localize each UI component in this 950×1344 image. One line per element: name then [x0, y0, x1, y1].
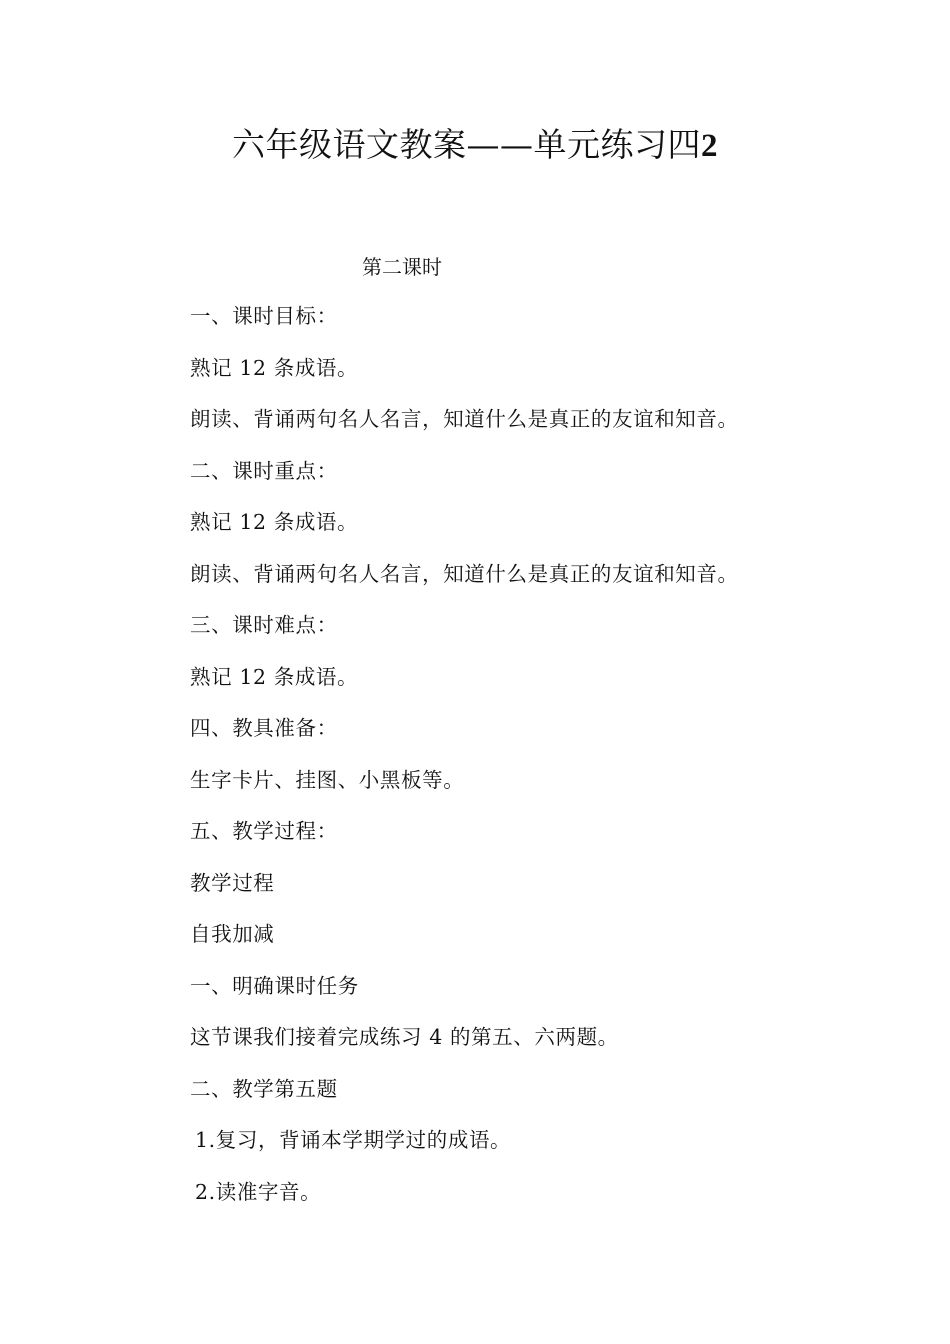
- section-heading-process: 五、教学过程：: [190, 819, 338, 843]
- lesson-subtitle: 第二课时: [362, 255, 442, 279]
- objective-line: 朗读、背诵两句名人名言，知道什么是真正的友谊和知音。: [190, 407, 739, 431]
- step-heading: 二、教学第五题: [190, 1076, 338, 1101]
- materials-line: 生字卡片、挂图、小黑板等。: [190, 767, 465, 792]
- step-heading: 一、明确课时任务: [190, 973, 359, 998]
- step-text: 这节课我们接着完成练习 4 的第五、六两题。: [190, 1025, 619, 1049]
- numbered-item: 1.复习，背诵本学期学过的成语。: [195, 1128, 512, 1152]
- section-heading-materials: 四、教具准备：: [190, 716, 338, 740]
- document-title: [0, 120, 950, 171]
- section-heading-objectives: 一、课时目标：: [190, 304, 338, 328]
- adjustment-column-label: 自我加减: [190, 922, 275, 946]
- numbered-item: 2.读准字音。: [195, 1179, 322, 1204]
- section-heading-difficulties: 三、课时难点：: [190, 613, 338, 637]
- title-text: 六年级语文教案——单元练习四: [232, 125, 701, 164]
- objective-line: 熟记 12 条成语。: [190, 355, 359, 380]
- key-point-line: 朗读、背诵两句名人名言，知道什么是真正的友谊和知音。: [190, 561, 739, 586]
- lesson-body: [190, 301, 890, 1228]
- title-number: 2: [701, 128, 718, 164]
- section-heading-key-points: 二、课时重点：: [190, 458, 338, 483]
- process-column-label: 教学过程: [190, 870, 275, 895]
- key-point-line: 熟记 12 条成语。: [190, 510, 359, 534]
- difficulty-line: 熟记 12 条成语。: [190, 664, 359, 689]
